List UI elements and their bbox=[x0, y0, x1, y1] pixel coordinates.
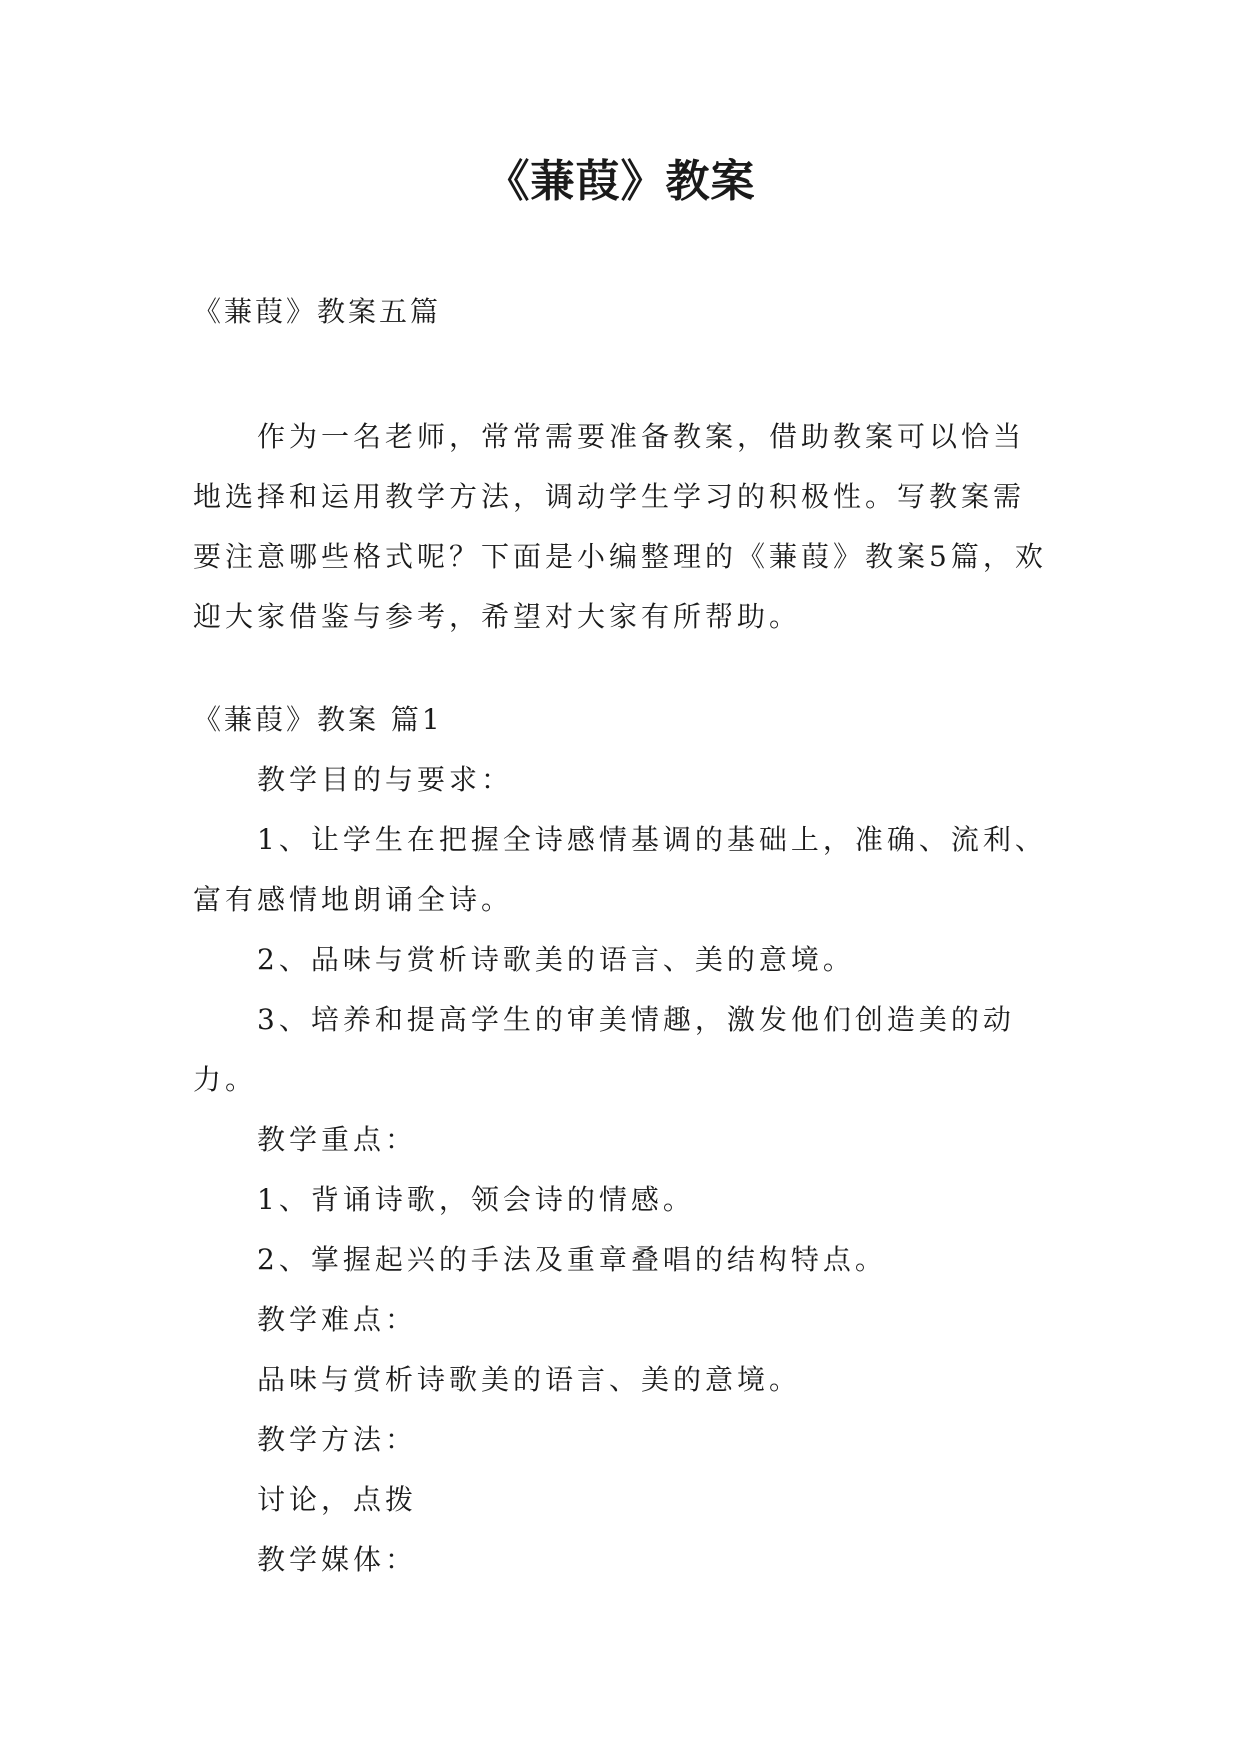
document-title: 《蒹葭》教案 bbox=[485, 156, 756, 207]
document-subtitle: 《蒹葭》教案五篇 bbox=[193, 295, 442, 328]
key-point-item-1: 1、背诵诗歌，领会诗的情感。 bbox=[257, 1183, 695, 1216]
key-point-item-2: 2、掌握起兴的手法及重章叠唱的结构特点。 bbox=[257, 1243, 887, 1276]
goal-item-2: 2、品味与赏析诗歌美的语言、美的意境。 bbox=[257, 943, 855, 976]
goal-item-3: 3、培养和提高学生的审美情趣，激发他们创造美的动力。 bbox=[193, 1003, 1015, 1096]
method-text: 讨论，点拨 bbox=[257, 1483, 418, 1516]
teaching-goals-heading: 教学目的与要求： bbox=[257, 763, 514, 796]
difficulty-text: 品味与赏析诗歌美的语言、美的意境。 bbox=[257, 1363, 802, 1396]
section-body bbox=[193, 750, 1073, 1590]
media-heading: 教学媒体： bbox=[257, 1543, 418, 1576]
method-heading: 教学方法： bbox=[257, 1423, 418, 1456]
section-heading: 《蒹葭》教案 篇1 bbox=[193, 703, 443, 736]
key-points-heading: 教学重点： bbox=[257, 1123, 418, 1156]
intro-paragraph: 作为一名老师，常常需要准备教案，借助教案可以恰当地选择和运用教学方法，调动学生学习的积极性。写教案需要注意哪些格式呢？下面是小编整理的《蒹葭》教案5篇，欢迎大家借鉴与参考，希望对大家有所帮助。 bbox=[193, 420, 1047, 633]
goal-item-1: 1、让学生在把握全诗感情基调的基础上，准确、流利、富有感情地朗诵全诗。 bbox=[193, 823, 1047, 916]
difficulty-heading: 教学难点： bbox=[257, 1303, 418, 1336]
